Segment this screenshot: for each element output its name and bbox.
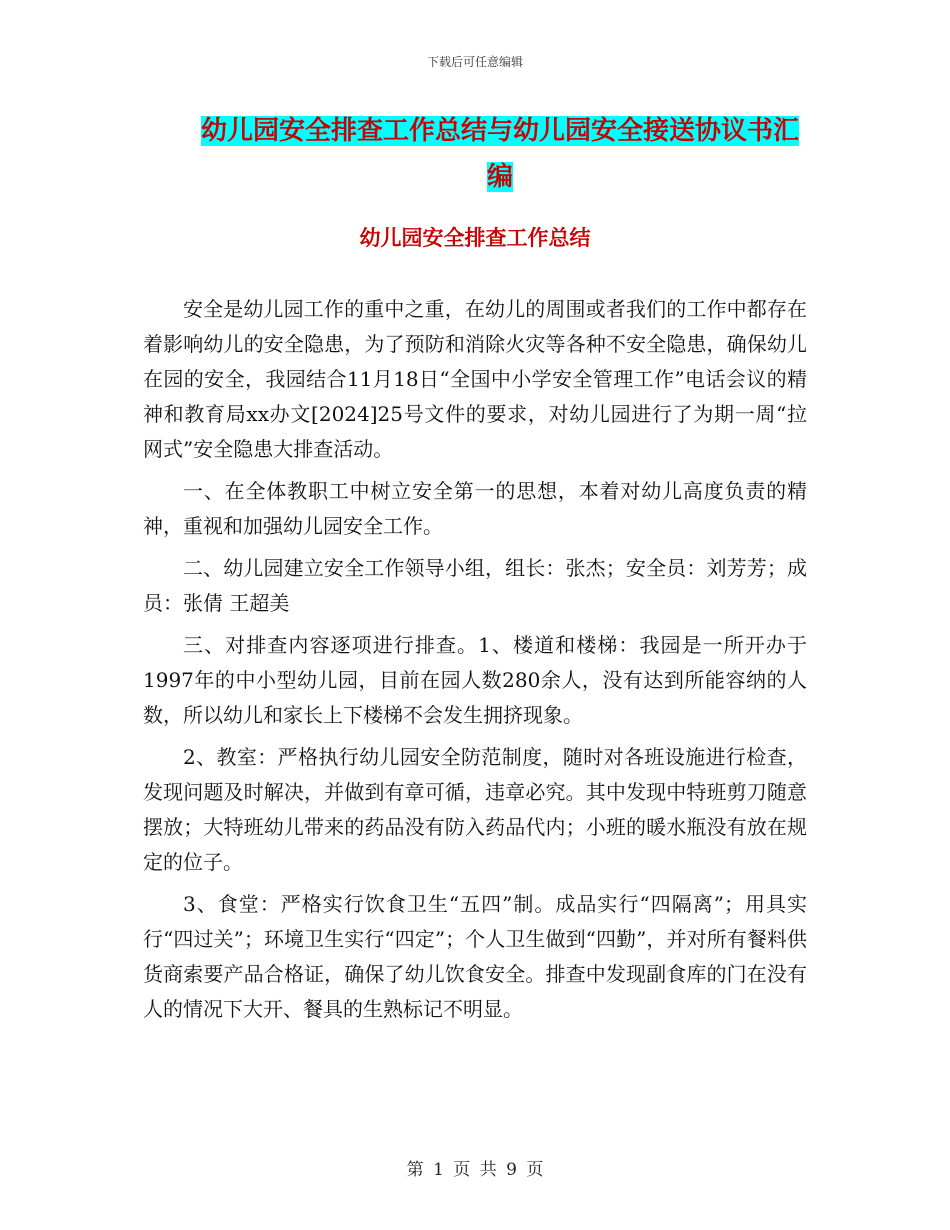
paragraph: 二、幼儿园建立安全工作领导小组，组长：张杰；安全员：刘芳芳；成员：张倩 王超美: [143, 556, 807, 615]
document-title: [140, 108, 860, 200]
paragraph: 一、在全体教职工中树立安全第一的思想，本着对幼儿高度负责的精神，重视和加强幼儿园安全工作。: [143, 479, 807, 538]
paragraph: 安全是幼儿园工作的重中之重，在幼儿的周围或者我们的工作中都存在着影响幼儿的安全隐患，为了预防和消除火灾等各种不安全隐患，确保幼儿在园的安全，我园结合11月18日“全国中小学安全管理工作”电话会议的精神和教育局xx办文[2024]25号文件的要求，对幼儿园进行了为期一周“拉网式”安全隐患大排查活动。: [143, 297, 807, 461]
paragraph: 3、食堂：严格实行饮食卫生“五四”制。成品实行“四隔离”；用具实行“四过关”；环境卫生实行“四定”；个人卫生做到“四勤”，并对所有餐料供货商索要产品合格证，确保了幼儿饮食安全。排查中发现副食库的门在没有人的情况下大开、餐具的生熟标记不明显。: [143, 892, 807, 1021]
document-title-line-2: 编: [486, 162, 513, 192]
paragraph: 三、对排查内容逐项进行排查。1、楼道和楼梯：我园是一所开办于1997年的中小型幼儿园，目前在园人数280余人，没有达到所能容纳的人数，所以幼儿和家长上下楼梯不会发生拥挤现象。: [143, 633, 807, 727]
section-title: 幼儿园安全排查工作总结: [359, 226, 591, 250]
body-text: [143, 292, 807, 1034]
header-note: 下载后可任意编辑: [426, 55, 523, 69]
document-title-line-1: 幼儿园安全排查工作总结与幼儿园安全接送协议书汇: [200, 116, 799, 146]
page-footer: 第 1 页 共 9 页: [406, 1160, 544, 1180]
paragraph: 2、教室：严格执行幼儿园安全防范制度，随时对各班设施进行检查，发现问题及时解决，并做到有章可循，违章必究。其中发现中特班剪刀随意摆放；大特班幼儿带来的药品没有防入药品代内；小班的暖水瓶没有放在规定的位子。: [143, 745, 807, 874]
